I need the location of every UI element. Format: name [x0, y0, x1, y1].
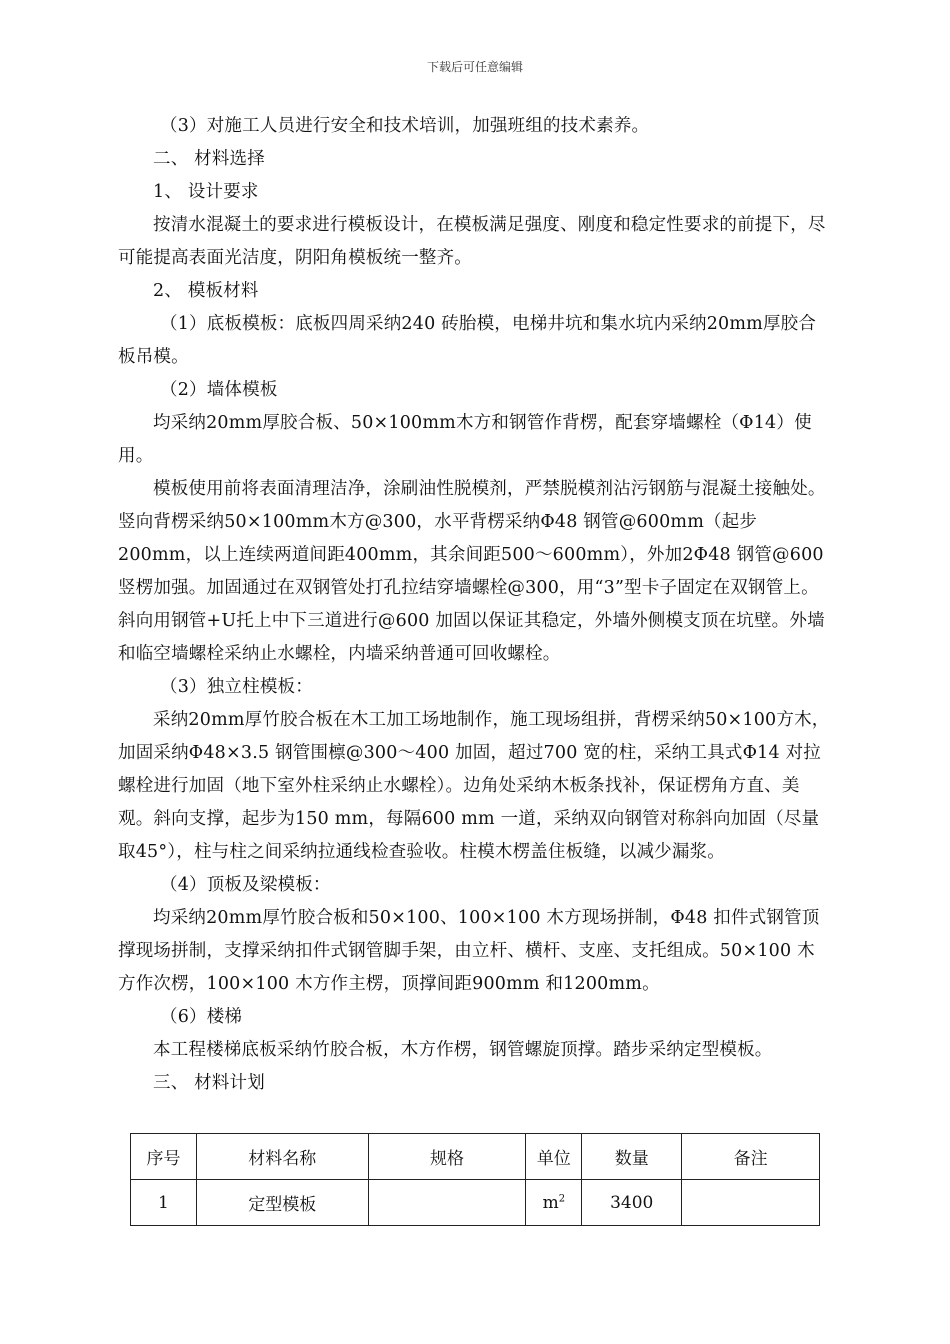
- paragraph-wall-details: 模板使用前将表面清理洁净，涂刷油性脱模剂，严禁脱模剂沾污钢筋与混凝土接触处。竖向背楞采纳50×100mm木方@300，水平背楞采纳Φ48 钢管@600mm（起步200mm，以上连续两道间距400mm，其余间距500～600mm），外加2Φ48 钢管@600 竖楞加强。加固通过在双钢管处打孔拉结穿墙螺栓@300，用“3”型卡子固定在双钢管上。斜向用钢管+U托上中下三道进行@600 加固以保证其稳定，外墙外侧模支顶在坑壁。外墙和临空墙螺栓采纳止水螺栓，内墙采纳普通可回收螺栓。: [118, 479, 826, 664]
- header-material-name: 材料名称: [196, 1134, 368, 1180]
- paragraph-stair-title: （6）楼梯: [160, 1007, 243, 1027]
- paragraph-stair-details: 本工程楼梯底板采纳竹胶合板，木方作楞，钢管螺旋顶撑。踏步采纳定型模板。: [153, 1040, 773, 1060]
- paragraph-design: 按清水混凝土的要求进行模板设计，在模板满足强度、刚度和稳定性要求的前提下，尽可能提高表面光洁度，阴阳角模板统一整齐。: [118, 215, 826, 268]
- paragraph-slab-beam-details: 均采纳20mm厚竹胶合板和50×100、100×100 木方现场拼制，Φ48 扣件式钢管顶撑现场拼制，支撑采纳扣件式钢管脚手架，由立杆、横杆、支座、支托组成。50×100 木方作次楞，100×100 木方作主楞，顶撑间距900mm 和1200mm。: [118, 908, 820, 994]
- header-spec: 规格: [368, 1134, 526, 1180]
- header-note: 备注: [682, 1134, 820, 1180]
- cell-material-name: 定型模板: [196, 1180, 368, 1226]
- material-plan-table: [130, 1133, 820, 1226]
- header-quantity: 数量: [582, 1134, 682, 1180]
- paragraph-wall-title: （2）墙体模板: [160, 380, 278, 400]
- table-header-row: [131, 1134, 820, 1180]
- paragraph-bottom-slab: （1）底板模板：底板四周采纳240 砖胎模，电梯井坑和集水坑内采纳20mm厚胶合板吊模。: [118, 314, 817, 367]
- subheading-formwork-material: 2、 模板材料: [153, 281, 259, 301]
- document-body: [118, 110, 830, 1100]
- subheading-design-requirements: 1、 设计要求: [153, 182, 259, 202]
- cell-note: [682, 1180, 820, 1226]
- section-heading-material-selection: 二、 材料选择: [153, 149, 265, 169]
- header-unit: 单位: [526, 1134, 582, 1180]
- header-no: 序号: [131, 1134, 197, 1180]
- paragraph-column-title: （3）独立柱模板：: [160, 677, 313, 697]
- cell-no: 1: [131, 1180, 197, 1226]
- paragraph-column-details: 采纳20mm厚竹胶合板在木工加工场地制作，施工现场组拼，背楞采纳50×100方木，加固采纳Φ48×3.5 钢管围檩@300～400 加固，超过700 宽的柱，采纳工具式Φ14 对拉螺栓进行加固（地下室外柱采纳止水螺栓）。边角处采纳木板条找补，保证楞角方直、美观。斜向支撑，起步为150 mm，每隔600 mm 一道，采纳双向钢管对称斜向加固（尽量取45°），柱与柱之间采纳拉通线检查验收。柱模木楞盖住板缝，以减少漏浆。: [118, 710, 830, 862]
- page-header: 下载后可任意编辑: [426, 60, 523, 74]
- paragraph-slab-beam-title: （4）顶板及梁模板：: [160, 875, 331, 895]
- cell-spec: [368, 1180, 526, 1226]
- paragraph-training: （3）对施工人员进行安全和技术培训，加强班组的技术素养。: [160, 116, 650, 136]
- cell-unit: [526, 1180, 582, 1226]
- unit-text: m: [542, 1192, 559, 1213]
- paragraph-wall-materials: 均采纳20mm厚胶合板、50×100mm木方和钢管作背楞，配套穿墙螺栓（Φ14）使用。: [118, 413, 812, 466]
- section-heading-material-plan: 三、 材料计划: [153, 1073, 265, 1093]
- unit-superscript: 2: [558, 1192, 566, 1204]
- cell-quantity: 3400: [582, 1180, 682, 1226]
- table-row: [131, 1180, 820, 1226]
